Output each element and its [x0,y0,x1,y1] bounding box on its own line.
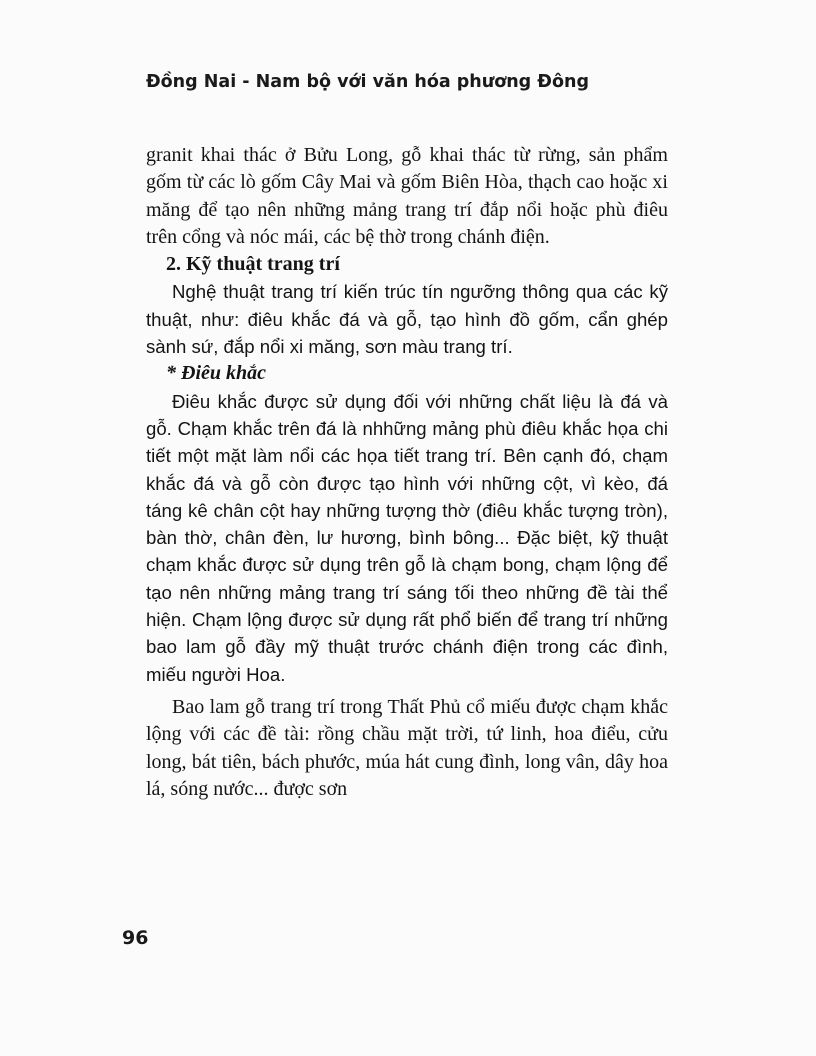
paragraph-techniques: Nghệ thuật trang trí kiến trúc tín ngưỡng thông qua các kỹ thuật, như: điêu khắc đá và gỗ, tạo hình đồ gốm, cẩn ghép sành sứ, đắp nổi xi măng, sơn màu trang trí. [146,281,668,358]
body-text [146,142,668,803]
subheading-sculpture: * Điêu khắc [166,362,266,385]
paragraph-continued: granit khai thác ở Bửu Long, gỗ khai thác từ rừng, sản phẩm gốm từ các lò gốm Cây Mai và gốm Biên Hòa, thạch cao hoặc xi măng để tạo nên những mảng trang trí đắp nổi hoặc phù điêu trên cổng và nóc mái, các bệ thờ trong chánh điện. [146,144,668,248]
section-heading: 2. Kỹ thuật trang trí [166,253,340,276]
running-header: Đồng Nai - Nam bộ với văn hóa phương Đông [146,72,589,92]
page-number: 96 [122,927,149,949]
paragraph-wood-carving: Bao lam gỗ trang trí trong Thất Phủ cổ miếu được chạm khắc lộng với các đề tài: rồng chầu mặt trời, tứ linh, hoa điểu, cửu long, bát tiên, bách phước, múa hát cung đình, long vân, dây hoa lá, sóng nước... được sơn [146,695,668,800]
paragraph-sculpture: Điêu khắc được sử dụng đối với những chất liệu là đá và gỗ. Chạm khắc trên đá là nhhững mảng phù điêu khắc họa chi tiết một mặt làm nổi các họa tiết trang trí. Bên cạnh đó, chạm khắc đá và gỗ còn được tạo hình với những cột, vì kèo, đá táng kê chân cột hay những tượng thờ (điêu khắc tượng tròn), bàn thờ, chân đèn, lư hương, bình bông... Đặc biệt, kỹ thuật chạm khắc được sử dụng trên gỗ là chạm bong, chạm lộng để tạo nên những mảng trang trí sáng tối theo những đề tài thể hiện. Chạm lộng được sử dụng rất phổ biến để trang trí những bao lam gỗ đầy mỹ thuật trước chánh điện trong các đình, miếu người Hoa. [146,390,668,685]
